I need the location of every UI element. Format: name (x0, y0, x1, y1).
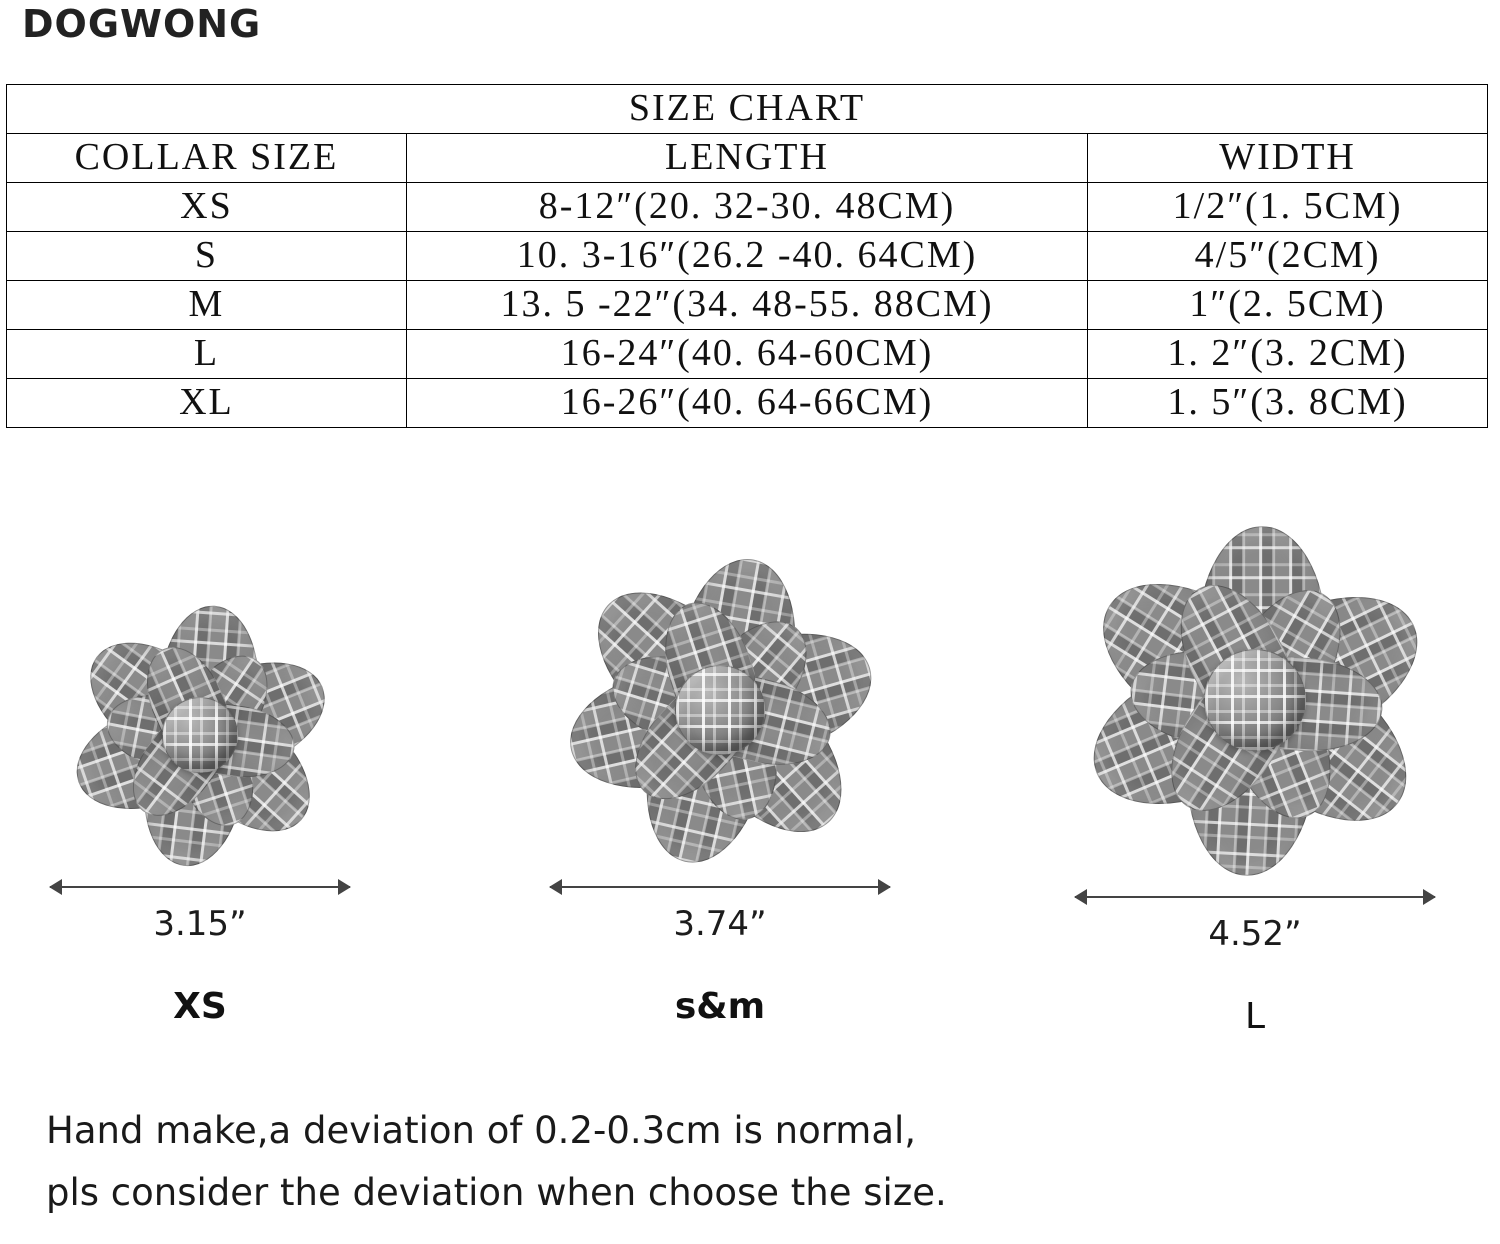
measure-arrow-xs (50, 876, 350, 898)
cell-width-xl: 1. 5″(3. 8CM) (1088, 379, 1488, 428)
flower-center-button (1204, 649, 1306, 751)
table-title-row (7, 85, 1488, 134)
specimen-gallery (0, 520, 1500, 1060)
flower-image-sm (550, 550, 890, 870)
arrow-left-icon (49, 879, 62, 895)
size-label-l: L (1244, 996, 1266, 1037)
dimension-label-xs: 3.15” (153, 904, 247, 944)
arrow-right-icon (878, 879, 891, 895)
table-row (7, 281, 1488, 330)
table-row (7, 232, 1488, 281)
size-chart-table (6, 84, 1488, 428)
measure-line (50, 886, 350, 888)
arrow-left-icon (1074, 889, 1087, 905)
table-row (7, 379, 1488, 428)
size-label-sm: s&m (674, 986, 766, 1027)
arrow-left-icon (549, 879, 562, 895)
cell-width-l: 1. 2″(3. 2CM) (1088, 330, 1488, 379)
size-chart-container (6, 84, 1488, 428)
flower-center-button (162, 697, 238, 773)
brand-logo: DOGWONG (22, 2, 262, 46)
cell-width-m: 1″(2. 5CM) (1088, 281, 1488, 330)
cell-length-xl: 16-26″(40. 64-66CM) (406, 379, 1087, 428)
cell-size-m: M (7, 281, 407, 330)
cell-size-xs: XS (7, 183, 407, 232)
dimension-label-l: 4.52” (1208, 914, 1302, 954)
measure-line (1075, 896, 1435, 898)
specimen-xs (20, 600, 380, 1027)
flower-image-xs (50, 600, 350, 870)
cell-length-s: 10. 3-16″(26.2 -40. 64CM) (406, 232, 1087, 281)
flower-center-button (675, 665, 765, 755)
specimen-sm (520, 550, 920, 1027)
disclaimer-note (46, 1100, 1446, 1224)
cell-width-xs: 1/2″(1. 5CM) (1088, 183, 1488, 232)
size-chart-title: SIZE CHART (7, 85, 1488, 134)
cell-size-l: L (7, 330, 407, 379)
size-label-xs: XS (173, 986, 227, 1027)
cell-size-s: S (7, 232, 407, 281)
cell-width-s: 4/5″(2CM) (1088, 232, 1488, 281)
measure-line (550, 886, 890, 888)
cell-length-xs: 8-12″(20. 32-30. 48CM) (406, 183, 1087, 232)
header-length: LENGTH (406, 134, 1087, 183)
measure-arrow-l (1075, 886, 1435, 908)
arrow-right-icon (1423, 889, 1436, 905)
specimen-l (1040, 520, 1470, 1037)
arrow-right-icon (338, 879, 351, 895)
note-line-1: Hand make,a deviation of 0.2-0.3cm is normal, (46, 1109, 917, 1152)
header-width: WIDTH (1088, 134, 1488, 183)
dimension-label-sm: 3.74” (673, 904, 767, 944)
note-line-2: pls consider the deviation when choose the size. (46, 1171, 947, 1214)
cell-length-l: 16-24″(40. 64-60CM) (406, 330, 1087, 379)
table-header-row (7, 134, 1488, 183)
measure-arrow-sm (550, 876, 890, 898)
header-collar-size: COLLAR SIZE (7, 134, 407, 183)
table-row (7, 183, 1488, 232)
flower-image-l (1065, 520, 1445, 880)
cell-length-m: 13. 5 -22″(34. 48-55. 88CM) (406, 281, 1087, 330)
table-row (7, 330, 1488, 379)
cell-size-xl: XL (7, 379, 407, 428)
